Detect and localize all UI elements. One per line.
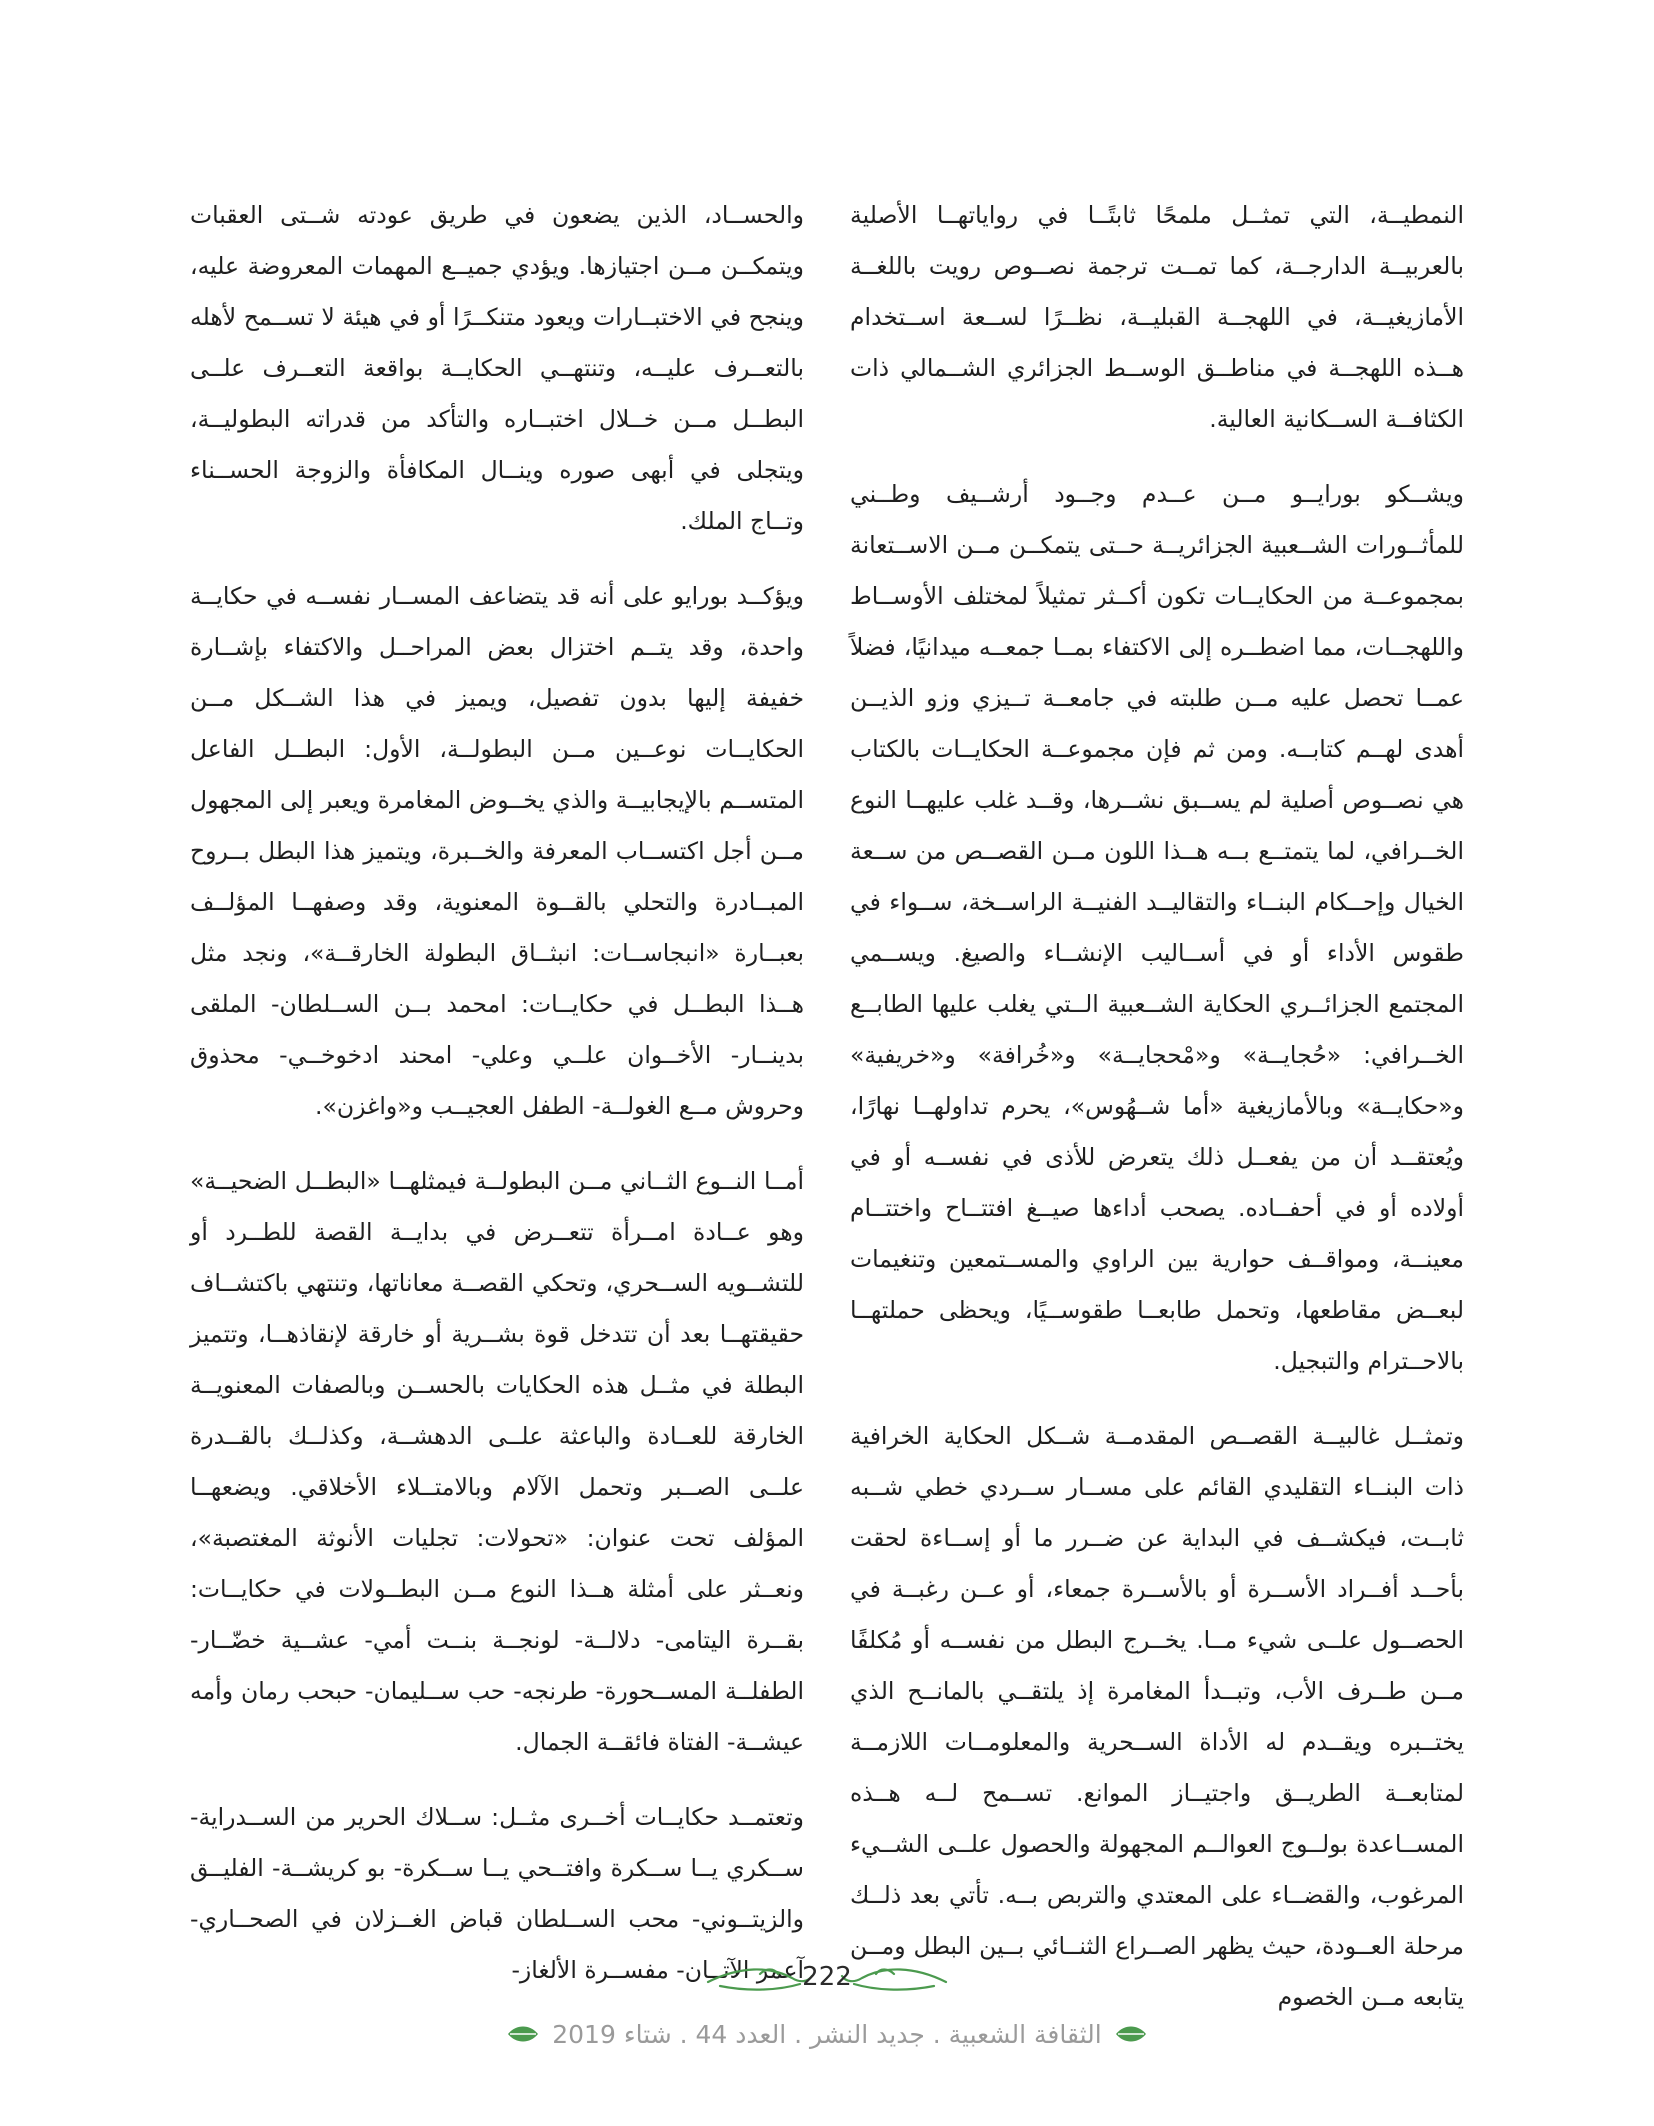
text-column-left	[190, 190, 804, 2020]
text-column-right	[850, 190, 1464, 2047]
paragraph: ويشــكو بورايــو مــن عــدم وجــود أرشــيف وطــني للمأثــورات الشــعبية الجزائريــة حــتى يتمكــن مــن الاســتعانة بمجموعــة من الحكايــات تكون أكــثر تمثيلاً لمختلف الأوســاط واللهجــات، مما اضطــره إلى الاكتفاء بمــا جمعــه ميدانيًا، فضلاً عمــا تحصل عليه مــن طلبته في جامعــة تــيزي وزو الذيــن أهدى لهــم كتابــه. ومن ثم فإن مجموعــة الحكايــات بالكتاب هي نصــوص أصلية لم يســبق نشــرها، وقــد غلب عليهــا النوع الخــرافي، لما يتمتــع بــه هــذا اللون مــن القصــص من ســعة الخيال وإحــكام البنــاء والتقاليــد الفنيــة الراســخة، ســواء في طقوس الأداء أو في أســاليب الإنشــاء والصيغ. ويســمي المجتمع الجزائــري الحكاية الشــعبية الــتي يغلب عليها الطابــع الخــرافي: «حُجايــة» و«مْحجايــة» و«خُرافة» و«خريفية» و«حكايــة» وبالأمازيغية «أما شــهُوس»، يحرم تداولهــا نهارًا، ويُعتقــد أن من يفعــل ذلك يتعرض للأذى في نفســه أو في أولاده أو في أحفــاده. يصحب أداءها صيــغ افتتــاح واختتــام معينــة، ومواقــف حوارية بين الراوي والمســتمعين وتنغيمات لبعــض مقاطعها، وتحمل طابعــا طقوســيًا، ويحظى حملتهــا بالاحــترام والتبجيل.	[850, 480, 1464, 1375]
paragraph: وتمثــل غالبيــة القصــص المقدمــة شــكل الحكاية الخرافية ذات البنــاء التقليدي القائم على مســار ســردي خطي شــبه ثابــت، فيكشــف في البداية عن ضــرر ما أو إســاءة لحقت بأحــد أفــراد الأســرة أو بالأســرة جمعاء، أو عــن رغبــة في الحصــول علــى شيء مــا. يخــرج البطل من نفســه أو مُكلفًا مــن طــرف الأب، وتبــدأ المغامرة إذ يلتقــي بالمانــح الذي يختــبره ويقــدم له الأداة الســحرية والمعلومــات اللازمــة لمتابعــة الطريــق واجتيــاز الموانع. تســمح لــه هــذه المســاعدة بولــوج العوالــم المجهولة والحصول علــى الشــيء المرغوب، والقضــاء على المعتدي والتربص بــه. تأتي بعد ذلــك مرحلة العــودة، حيث يظهر الصــراع الثنــائي بــين البطل ومــن يتابعه مــن الخصوم	[850, 1422, 1464, 2011]
leaf-icon	[506, 2022, 540, 2046]
paragraph: النمطيــة، التي تمثــل ملمحًا ثابتًــا في رواياتهــا الأصلية بالعربيــة الدارجــة، كما تمــت ترجمة نصــوص رويت باللغــة الأمازيغيــة، في اللهجــة القبليــة، نظــرًا لســعة اســتخدام هــذه اللهجــة في مناطــق الوســط الجزائري الشــمالي ذات الكثافــة الســكانية العالية.	[850, 201, 1464, 433]
paragraph: والحســاد، الذين يضعون في طريق عودته شــتى العقبات ويتمكــن مــن اجتيازها. ويؤدي جميــع المهمات المعروضة عليه، وينجح في الاختبــارات ويعود متنكــرًا أو في هيئة لا تســمح لأهله بالتعــرف عليــه، وتنتهــي الحكايــة بواقعة التعــرف علــى البطــل مــن خــلال اختبــاره والتأكد من قدراته البطوليــة، ويتجلى في أبهى صوره وينــال المكافأة والزوجة الحســناء وتــاج الملك.	[190, 201, 804, 535]
leaf-icon	[1114, 2022, 1148, 2046]
paragraph: أمــا النــوع الثــاني مــن البطولــة فيمثلهــا «البطــل الضحيــة» وهو عــادة امــرأة تتعــرض في بدايــة القصة للطــرد أو للتشــويه الســحري، وتحكي القصــة معاناتها، وتنتهي باكتشــاف حقيقتهــا بعد أن تتدخل قوة بشــرية أو خارقة لإنقاذهــا، وتتميز البطلة في مثــل هذه الحكايات بالحســن وبالصفات المعنويــة الخارقة للعــادة والباعثة علــى الدهشــة، وكذلــك بالقــدرة علــى الصــبر وتحمل الآلام وبالامتــلاء الأخلاقي. ويضعهــا المؤلف تحت عنوان: «تحولات: تجليات الأنوثة المغتصبة»، ونعــثر على أمثلة هــذا النوع مــن البطــولات في حكايــات: بقــرة اليتامى- دلالــة- لونجــة بنــت أمي- عشــية خضّــار- الطفلــة المســحورة- طرنجه- حب ســليمان- حبحب رمان وأمه عيشــة- الفتاة فائقــة الجمال.	[190, 1167, 804, 1756]
footer-text: الثقافة الشعبية . جديد النشر . العدد 44 . شتاء 2019	[552, 2019, 1102, 2049]
page-number: 222	[802, 1962, 852, 1992]
paragraph: ويؤكــد بورايو على أنه قد يتضاعف المســار نفســه في حكايــة واحدة، وقد يتــم اختزال بعض المراحــل والاكتفاء بإشــارة خفيفة إليها بدون تفصيل، ويميز في هذا الشــكل مــن الحكايــات نوعــين مــن البطولــة، الأول: البطــل الفاعل المتســم بالإيجابيــة والذي يخــوض المغامرة ويعبر إلى المجهول مــن أجل اكتســاب المعرفة والخــبرة، ويتميز هذا البطل بــروح المبــادرة والتحلي بالقــوة المعنوية، وقد وصفهــا المؤلــف بعبــارة «انبجاســات: انبثــاق البطولة الخارقــة»، ونجد مثل هــذا البطــل في حكايــات: امحمد بــن الســلطان- الملقى بدينــار- الأخــوان علــي وعلي- امحند ادخوخــي- محذوق وحروش مــع الغولــة- الطفل العجيــب و«واغزن».	[190, 582, 804, 1120]
paragraph: وتعتمــد حكايــات أخــرى مثــل: ســلاك الحرير من الســدراية- ســكري يــا ســكرة وافتــحي يــا ســكرة- بو كريشــة- الفليــق والزيتــوني- محب الســلطان قباض الغــزلان في الصحــاري- آعمر الآتــان- مفســرة الألغاز-	[190, 1803, 804, 1984]
journal-footer	[480, 2012, 1174, 2056]
